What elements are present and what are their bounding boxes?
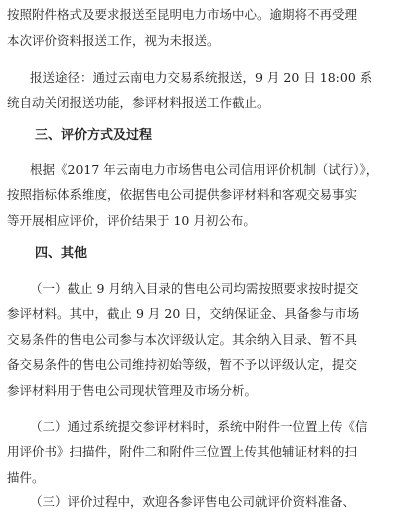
body-text-line: 参评材料用于售电公司现状管理及市场分析。	[7, 383, 258, 398]
section-heading: 四、其他	[35, 246, 88, 261]
section-heading: 三、评价方式及过程	[35, 128, 153, 143]
body-text-line: 用评价书》扫描件，附件二和附件三位置上传其他辅证材料的扫	[7, 444, 358, 459]
body-text-line: 等开展相应评价，评价结果于 10 月初公布。	[7, 213, 256, 228]
body-text-line: 交易条件的售电公司参与本次评级认定。其余纳入目录、暂不具	[7, 332, 358, 347]
body-text-line: 统自动关闭报送功能，参评材料报送工作截止。	[7, 95, 270, 110]
body-text-line: 本次评价资料报送工作，视为未报送。	[7, 33, 220, 48]
body-text-line: （一）截止 9 月纳入目录的售电公司均需按照要求按时提交	[30, 281, 359, 296]
body-text-line: 报送途径：通过云南电力交易系统报送，9 月 20 日 18:00 系	[30, 70, 373, 85]
body-text-line: 参评材料。其中，截止 9 月 20 日，交纳保证金、具备参与市场	[7, 306, 360, 321]
body-text-line: （三）评价过程中，欢迎各参评售电公司就评价资料准备、	[30, 494, 356, 509]
body-text-line: 描件。	[7, 470, 45, 485]
body-text-line: （二）通过系统提交参评材料时，系统中附件一位置上传《信	[30, 419, 368, 434]
body-text-line: 备交易条件的售电公司维持初始等级，暂不予以评级认定，提交	[7, 357, 358, 372]
body-text-line: 根据《2017 年云南电力市场售电公司信用评价机制（试行）》，	[30, 162, 379, 177]
body-text-line: 按照指标体系维度，依据售电公司提供参评材料和客观交易事实	[7, 187, 358, 202]
body-text-line: 按照附件格式及要求报送至昆明电力市场中心。逾期将不再受理	[7, 7, 358, 22]
